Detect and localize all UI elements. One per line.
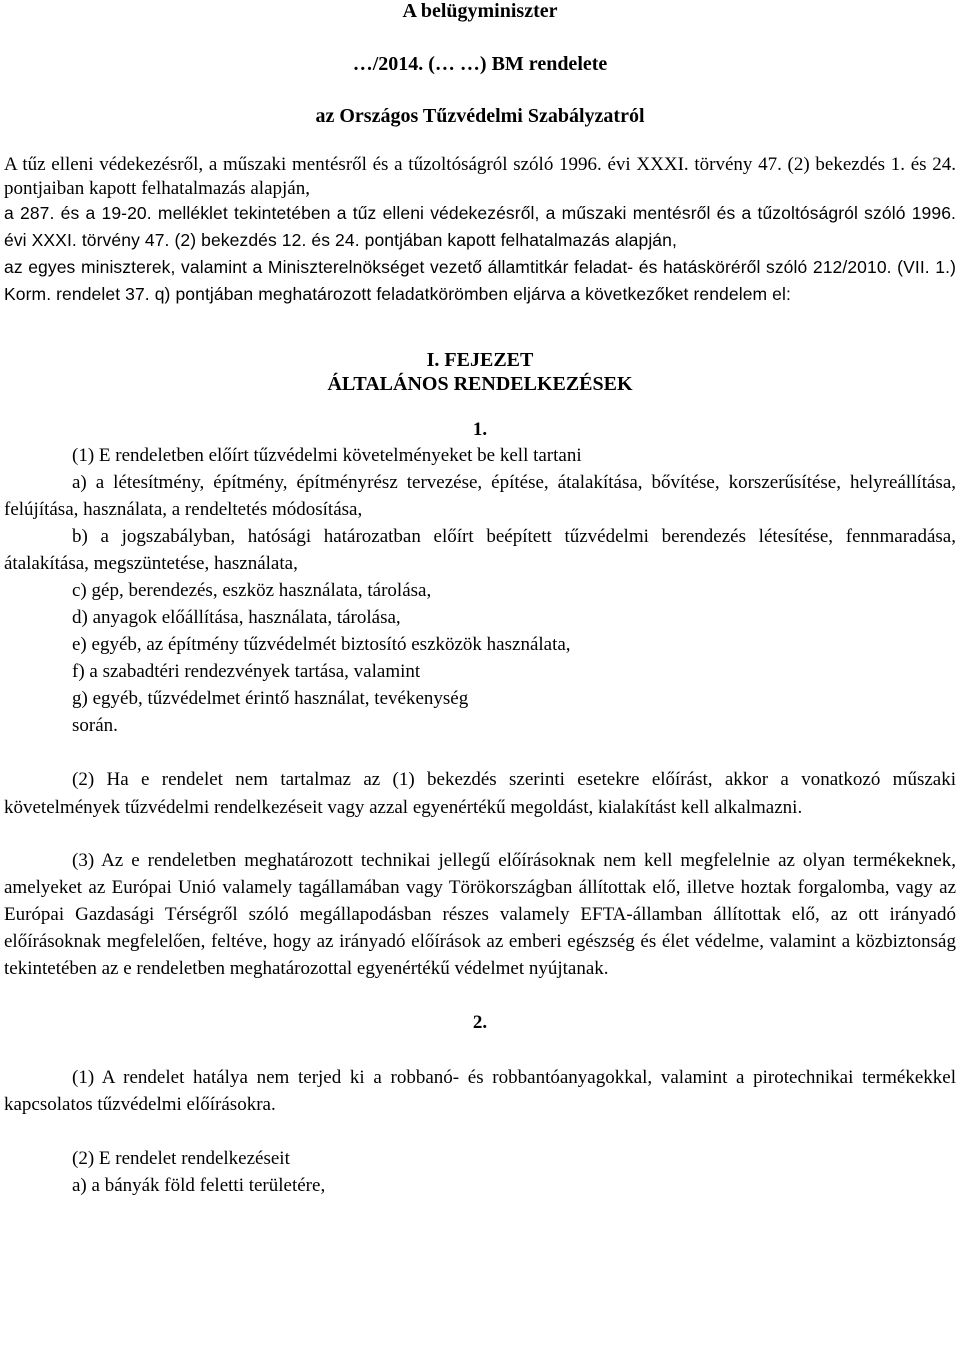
section-2-paragraph-1: (1) A rendelet hatálya nem terjed ki a robbanó- és robbantóanyagokkal, valamint a pirotechnikai termékekkel kapcsolatos tűzvédelmi előírásokra. [4, 1067, 956, 1115]
list-item-f: f) a szabadtéri rendezvények tartása, valamint [72, 661, 421, 682]
list-item-b: b) a jogszabályban, hatósági határozatban előírt beépített tűzvédelmi berendezés létesítése, fennmaradása, átalakítása, megszüntetése, használata, [4, 526, 956, 574]
preamble-paragraph-2: a 287. és a 19-20. melléklet tekintetében a tűz elleni védekezésről, a műszaki mentésről és a tűzoltóságról szóló 1996. évi XXXI. törvény 47. (2) bekezdés 12. és 24. pontjában kapott felhatalmazás alapján, [4, 203, 956, 250]
preamble-paragraph-3: az egyes miniszterek, valamint a Miniszterelnökséget vezető államtitkár feladat- és hatásköréről szóló 212/2010. (VII. 1.) Korm. rendelet 37. q) pontjában meghatározott feladatkörömben eljárva a következőket rendelem el: [4, 257, 956, 304]
document-page [4, 0, 956, 1199]
paragraph-1-intro: (1) E rendeletben előírt tűzvédelmi követelményeket be kell tartani [72, 445, 582, 466]
list-item-c: c) gép, berendezés, eszköz használata, tárolása, [72, 580, 432, 601]
section-1-paragraph-2: (2) Ha e rendelet nem tartalmaz az (1) bekezdés szerinti esetekre előírást, akkor a vonatkozó műszaki követelmények tűzvédelmi rendelkezéseit vagy azzal egyenértékű megoldást, kialakítást kell alkalmazni. [4, 769, 956, 818]
section-1-paragraph-3: (3) Az e rendeletben meghatározott technikai jellegű előírásoknak nem kell megfelelnie az olyan termékeknek, amelyeket az Európai Unió valamely tagállamában vagy Törökországban állítottak elő, illetve hoztak forgalomba, vagy az Európai Gazdasági Térségről szóló megállapodásban részes valamely EFTA-államban állítottak elő, az ott irányadó előírásoknak megfelelően, feltéve, hogy az irányadó előírások az emberi egészség és élet védelme, valamint a közbiztonság tekintetében az e rendeletben meghatározottal egyenértékű védelmet nyújtanak. [4, 850, 956, 979]
preamble-paragraph-1: A tűz elleni védekezésről, a műszaki mentésről és a tűzoltóságról szóló 1996. évi XXXI. törvény 47. (2) bekezdés 1. és 24. pontjaiban kapott felhatalmazás alapján, [4, 154, 956, 199]
list-closing: során. [72, 715, 118, 736]
section-1-paragraph-1 [4, 442, 956, 739]
paragraph-2-intro: (2) E rendelet rendelkezéseit [72, 1148, 290, 1169]
decree-number: …/2014. (… …) BM rendelete [352, 53, 608, 75]
issuing-authority: A belügyminiszter [402, 0, 558, 22]
section-1-heading: 1. [472, 419, 488, 440]
chapter-title: ÁLTALÁNOS RENDELKEZÉSEK [327, 373, 633, 395]
section-2-paragraph-2 [4, 1145, 956, 1199]
list-item-g: g) egyéb, tűzvédelmet érintő használat, tevékenység [72, 688, 469, 709]
chapter-number: I. FEJEZET [426, 349, 534, 371]
list-item-d: d) anyagok előállítása, használata, tárolása, [72, 607, 401, 628]
list-item-a: a) a létesítmény, építmény, építményrész tervezése, építése, átalakítása, bővítése, korszerűsítése, helyreállítása, felújítása, használata, a rendeltetés módosítása, [4, 472, 956, 520]
section-2-heading: 2. [472, 1012, 488, 1033]
decree-title: az Országos Tűzvédelmi Szabályzatról [315, 105, 645, 127]
list-item-a: a) a bányák föld feletti területére, [72, 1175, 326, 1196]
list-item-e: e) egyéb, az építmény tűzvédelmét biztosító eszközök használata, [72, 634, 571, 655]
